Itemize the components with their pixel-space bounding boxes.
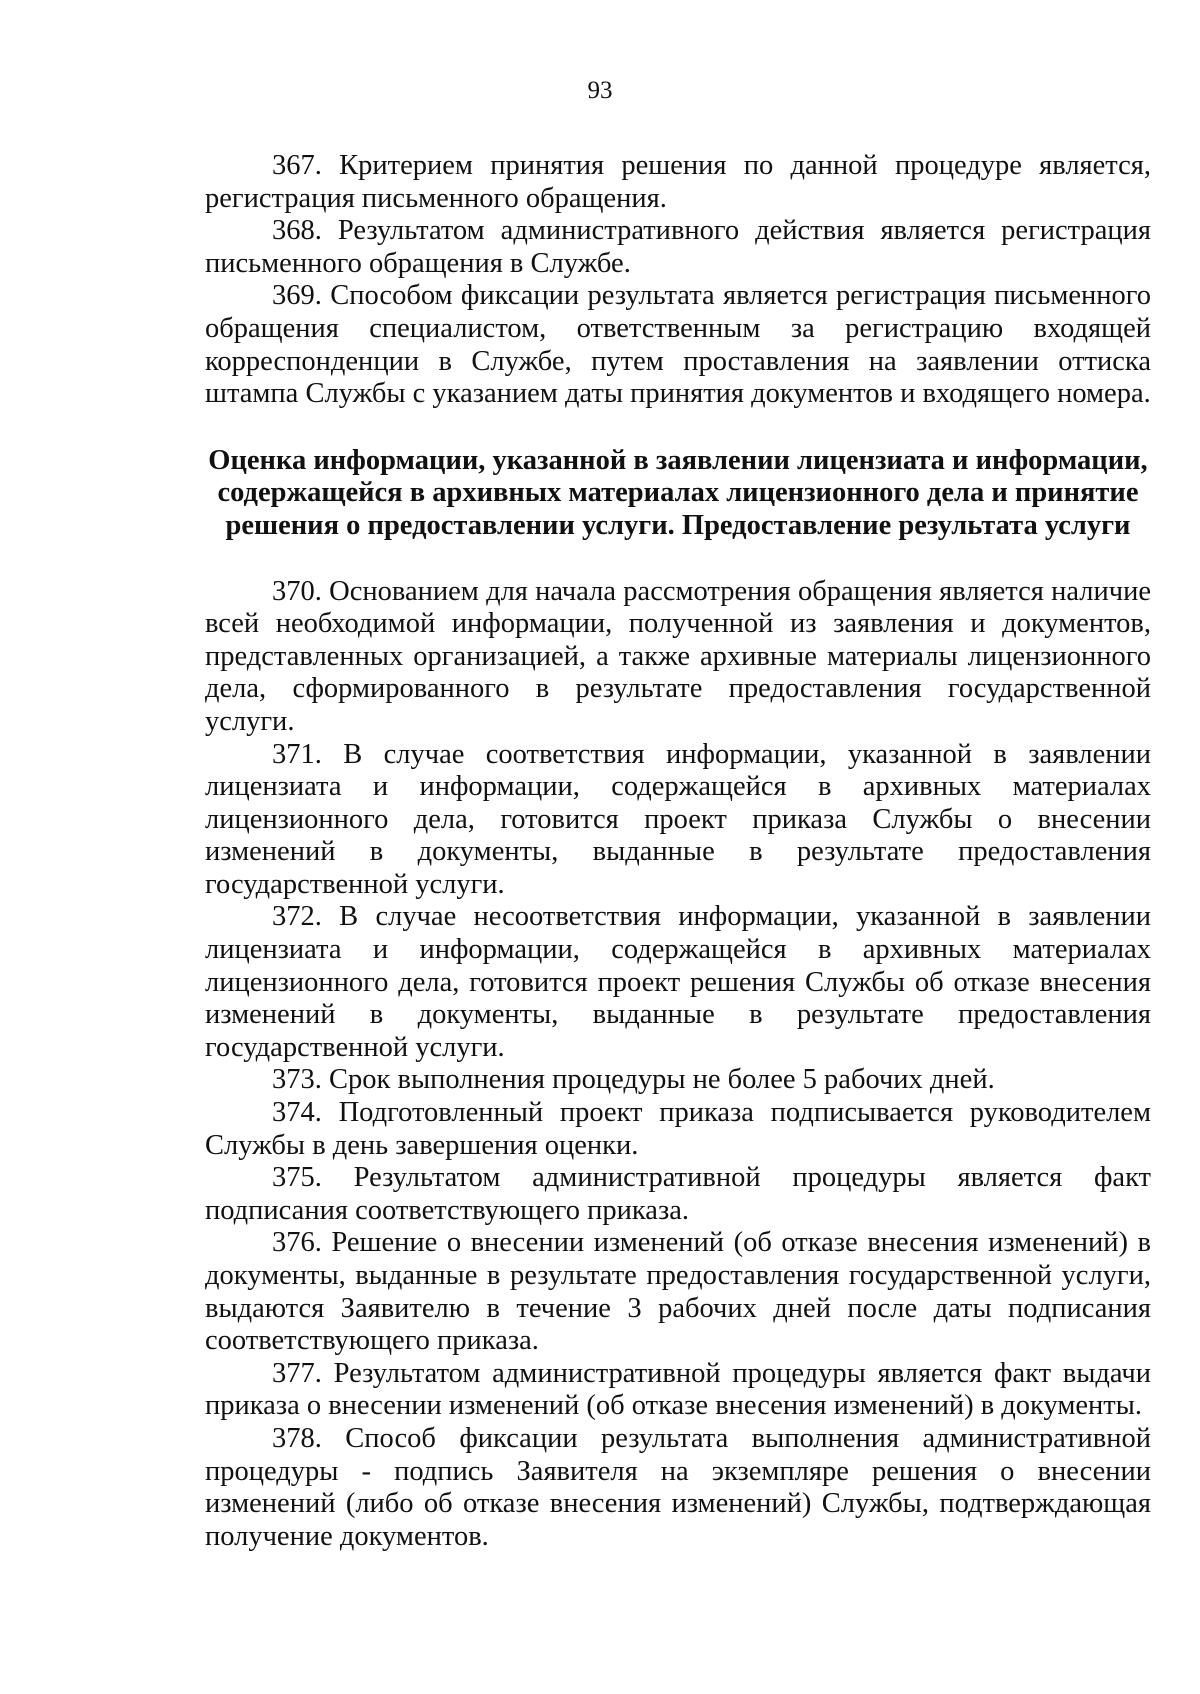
paragraph-377: 377. Результатом административной процедуры является факт выдачи приказа о внесении изменений (об отказе внесения изменений) в документы. — [205, 1357, 1151, 1422]
paragraph-367: 367. Критерием принятия решения по данной процедуре является, регистрация письменного обращения. — [205, 150, 1151, 214]
paragraph-376: 376. Решение о внесении изменений (об отказе внесения изменений) в документы, выданные в результате предоставления государственной услуги, выдаются Заявителю в течение 3 рабочих дней после даты подписания соответствующего приказа. — [205, 1227, 1151, 1357]
page-number: 93 — [587, 77, 613, 104]
paragraph-373: 373. Срок выполнения процедуры не более 5 рабочих дней. — [272, 1064, 995, 1096]
document-body — [205, 150, 1151, 1553]
paragraph-372: 372. В случае несоответствия информации, указанной в заявлении лицензиата и информации, содержащейся в архивных материалах лицензионного дела, готовится проект решения Службы об отказе внесения изменений в документы, выданные в результате предоставления государственной услуги. — [205, 901, 1151, 1063]
paragraph-378: 378. Способ фиксации результата выполнения административной процедуры - подпись Заявителя на экземпляре решения о внесении изменений (либо об отказе внесения изменений) Службы, подтверждающая получение документов. — [205, 1422, 1151, 1552]
paragraph-369: 369. Способом фиксации результата является регистрация письменного обращения специалистом, ответственным за регистрацию входящей корреспонденции в Службе, путем проставления на заявлении оттиска штампа Службы с указанием даты принятия документов и входящего номера. — [205, 280, 1151, 410]
paragraph-370: 370. Основанием для начала рассмотрения обращения является наличие всей необходимой информации, полученной из заявления и документов, представленных организацией, а также архивные материалы лицензионного дела, сформированного в результате предоставления государственной услуги. — [205, 575, 1151, 737]
paragraph-374: 374. Подготовленный проект приказа подписывается руководителем Службы в день завершения оценки. — [205, 1097, 1151, 1161]
section-heading: Оценка информации, указанной в заявлении лицензиата и информации, содержащейся в архивных материалах лицензионного дела и принятие решения о предоставлении услуги. Предоставление результата услуги — [208, 444, 1148, 541]
paragraph-368: 368. Результатом административного действия является регистрация письменного обращения в Службе. — [205, 215, 1151, 279]
paragraph-371: 371. В случае соответствия информации, указанной в заявлении лицензиата и информации, содержащейся в архивных материалах лицензионного дела, готовится проект приказа Службы о внесении изменений в документы, выданные в результате предоставления государственной услуги. — [205, 738, 1151, 900]
paragraph-375: 375. Результатом административной процедуры является факт подписания соответствующего приказа. — [205, 1162, 1151, 1226]
